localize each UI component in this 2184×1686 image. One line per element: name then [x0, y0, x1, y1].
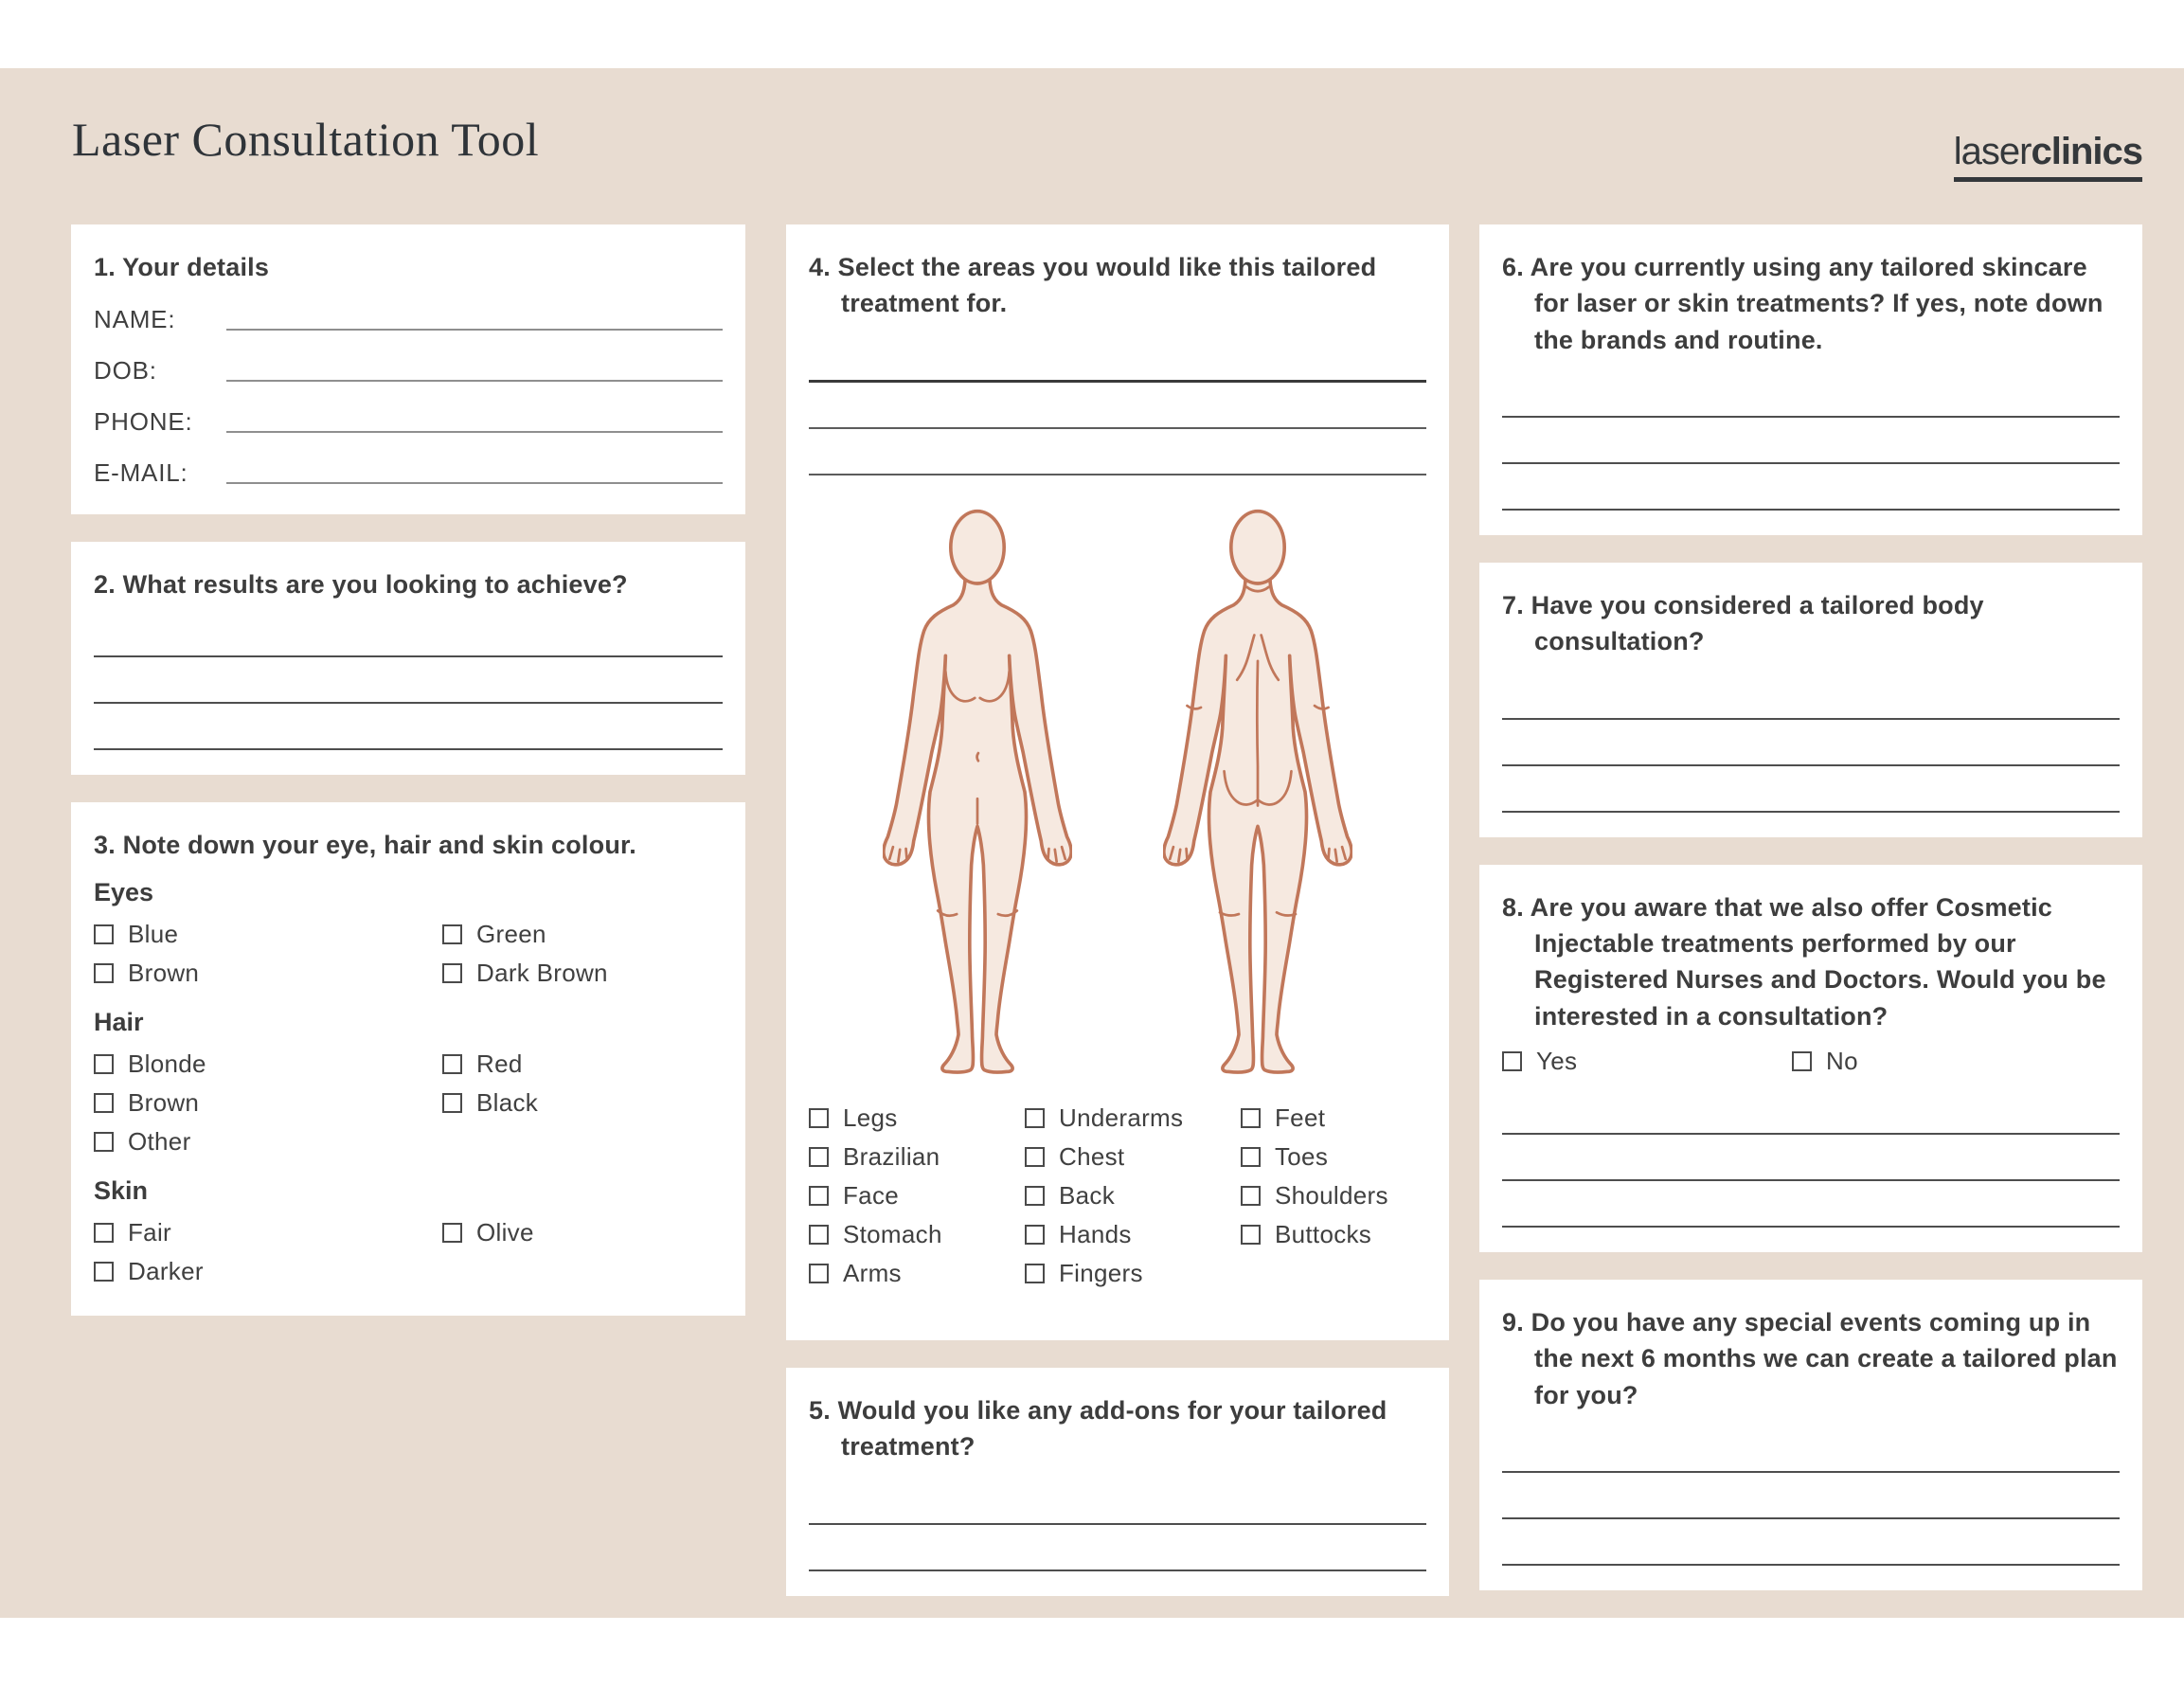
write-line[interactable] [1502, 673, 2120, 720]
write-line[interactable] [1502, 1426, 2120, 1473]
hair-group-label: Hair [94, 1007, 144, 1036]
checkbox[interactable] [1241, 1108, 1261, 1128]
checkbox[interactable] [1241, 1186, 1261, 1206]
write-line[interactable] [94, 611, 723, 657]
eyes-group-label: Eyes [94, 877, 154, 906]
dob-label: DOB: [94, 356, 157, 386]
question-7-title: 7. Have you considered a tailored body consultation? [1502, 590, 1984, 656]
checkbox-label: Underarms [1059, 1103, 1184, 1132]
checkbox[interactable] [442, 1093, 462, 1113]
email-input-line[interactable] [226, 482, 723, 484]
checkbox-label: Brown [128, 958, 200, 987]
question-1-title: 1. Your details [94, 253, 270, 281]
checkbox-label: Brazilian [843, 1141, 940, 1171]
checkbox-option-eyes-dark-brown[interactable] [442, 954, 723, 993]
checkbox-label: No [1826, 1046, 1858, 1075]
question-5-write-area [809, 1479, 1426, 1571]
checkbox-label: Darker [128, 1256, 204, 1285]
checkbox-option-hair-black[interactable] [442, 1084, 723, 1122]
card-treatment-areas [786, 224, 1449, 1340]
checkbox[interactable] [1502, 1051, 1522, 1071]
checkbox-option-fingers[interactable] [1025, 1254, 1241, 1293]
checkbox-label: Yes [1536, 1046, 1578, 1075]
checkbox-option-no[interactable] [1792, 1042, 1858, 1081]
body-diagrams [809, 508, 1426, 1076]
checkbox-option-feet[interactable] [1241, 1099, 1426, 1138]
card-skincare [1479, 224, 2142, 535]
write-line[interactable] [809, 383, 1426, 429]
checkbox[interactable] [94, 963, 114, 983]
field-row-email [94, 439, 723, 490]
column-middle [786, 224, 1449, 1596]
name-label: NAME: [94, 305, 176, 334]
checkbox[interactable] [94, 1054, 114, 1074]
question-8-title: 8. Are you aware that we also offer Cosmetic Injectable treatments performed by our Registered Nurses and Doctors. Would you be interested in a consultation? [1502, 892, 2106, 1031]
checkbox[interactable] [94, 1262, 114, 1282]
checkbox-label: Olive [476, 1217, 534, 1247]
checkbox-option-skin-olive[interactable] [442, 1213, 723, 1252]
field-row-name [94, 285, 723, 336]
column-left [71, 224, 745, 1316]
checkbox-label: Face [843, 1180, 900, 1210]
card-body-consultation [1479, 563, 2142, 837]
checkbox[interactable] [809, 1186, 829, 1206]
question-6-title: 6. Are you currently using any tailored skincare for laser or skin treatments? If yes, note down the brands and routine. [1502, 253, 2103, 354]
hair-options [94, 1045, 723, 1161]
checkbox-label: Shoulders [1275, 1180, 1388, 1210]
write-line[interactable] [809, 335, 1426, 383]
checkbox-option-back[interactable] [1025, 1176, 1241, 1215]
checkbox-option-hair-other[interactable] [94, 1122, 442, 1161]
checkbox[interactable] [1025, 1225, 1045, 1245]
checkbox[interactable] [1025, 1147, 1045, 1167]
page-title: Laser Consultation Tool [72, 113, 540, 166]
checkbox-option-brazilian[interactable] [809, 1138, 1025, 1176]
write-line[interactable] [1502, 1088, 2120, 1135]
checkbox-option-hair-red[interactable] [442, 1045, 723, 1084]
column-right [1479, 224, 2142, 1590]
checkbox[interactable] [94, 924, 114, 944]
field-row-phone [94, 387, 723, 439]
write-line[interactable] [809, 1479, 1426, 1525]
checkbox-option-hands[interactable] [1025, 1215, 1241, 1254]
laserclinics-logo [1954, 133, 2142, 182]
write-line[interactable] [1502, 1181, 2120, 1228]
checkbox-label: Buttocks [1275, 1219, 1372, 1248]
checkbox-option-eyes-green[interactable] [442, 915, 723, 954]
checkbox[interactable] [1241, 1225, 1261, 1245]
question-2-write-area [94, 611, 723, 750]
checkbox-label: Blonde [128, 1049, 206, 1078]
question-5-title: 5. Would you like any add-ons for your tailored treatment? [809, 1396, 1387, 1462]
question-9-write-area [1502, 1426, 2120, 1566]
card-special-events [1479, 1280, 2142, 1590]
checkbox[interactable] [1792, 1051, 1812, 1071]
checkbox-option-legs[interactable] [809, 1099, 1025, 1138]
checkbox[interactable] [94, 1132, 114, 1152]
checkbox-option-underarms[interactable] [1025, 1099, 1241, 1138]
checkbox[interactable] [1025, 1264, 1045, 1283]
checkbox-option-skin-darker[interactable] [94, 1252, 442, 1291]
checkbox[interactable] [809, 1147, 829, 1167]
checkbox-label: Black [476, 1087, 539, 1117]
card-your-details [71, 224, 745, 514]
question-7-write-area [1502, 673, 2120, 813]
checkbox[interactable] [442, 924, 462, 944]
card-results [71, 542, 745, 774]
email-label: E-MAIL: [94, 458, 188, 488]
checkbox[interactable] [1241, 1147, 1261, 1167]
checkbox-label: Feet [1275, 1103, 1326, 1132]
question-4-title: 4. Select the areas you would like this tailored treatment for. [809, 253, 1377, 318]
checkbox-option-yes[interactable] [1502, 1042, 1792, 1081]
checkbox-label: Chest [1059, 1141, 1125, 1171]
checkbox-label: Fingers [1059, 1258, 1143, 1287]
dob-input-line[interactable] [226, 380, 723, 382]
checkbox-label: Back [1059, 1180, 1116, 1210]
write-line[interactable] [94, 657, 723, 704]
card-eye-hair-skin [71, 802, 745, 1316]
checkbox-option-face[interactable] [809, 1176, 1025, 1215]
question-6-write-area [1502, 371, 2120, 511]
checkbox[interactable] [94, 1093, 114, 1113]
checkbox[interactable] [94, 1223, 114, 1243]
checkbox-label: Stomach [843, 1219, 942, 1248]
checkbox-label: Arms [843, 1258, 902, 1287]
checkbox-option-arms[interactable] [809, 1254, 1025, 1293]
checkbox-label: Other [128, 1126, 191, 1156]
skin-options [94, 1213, 723, 1291]
write-line[interactable] [809, 1525, 1426, 1571]
checkbox-option-hair-blonde[interactable] [94, 1045, 442, 1084]
skin-group-label: Skin [94, 1175, 149, 1205]
question-3-title: 3. Note down your eye, hair and skin colour. [94, 830, 636, 859]
write-line[interactable] [1502, 1135, 2120, 1181]
checkbox-option-eyes-brown[interactable] [94, 954, 442, 993]
card-add-ons [786, 1368, 1449, 1596]
write-line[interactable] [1502, 1473, 2120, 1519]
question-8-write-area [1502, 1088, 2120, 1228]
checkbox[interactable] [1025, 1108, 1045, 1128]
name-input-line[interactable] [226, 329, 723, 331]
checkbox-label: Blue [128, 919, 179, 948]
checkbox-label: Dark Brown [476, 958, 608, 987]
female-body-front-icon [883, 508, 1072, 1076]
phone-label: PHONE: [94, 407, 193, 437]
checkbox-option-chest[interactable] [1025, 1138, 1241, 1176]
female-body-back-icon [1163, 508, 1352, 1076]
write-line[interactable] [1502, 464, 2120, 511]
write-line[interactable] [1502, 371, 2120, 418]
checkbox-label: Red [476, 1049, 523, 1078]
card-cosmetic-injectables [1479, 865, 2142, 1252]
checkbox-option-shoulders[interactable] [1241, 1176, 1426, 1215]
write-line[interactable] [94, 704, 723, 750]
checkbox[interactable] [809, 1264, 829, 1283]
checkbox[interactable] [1025, 1186, 1045, 1206]
checkbox-option-hair-brown[interactable] [94, 1084, 442, 1122]
logo-word-laser: laser [1953, 131, 2032, 172]
question-2-title: 2. What results are you looking to achieve? [94, 570, 628, 600]
checkbox-label: Fair [128, 1217, 171, 1247]
checkbox[interactable] [442, 963, 462, 983]
checkbox[interactable] [442, 1223, 462, 1243]
logo-text [1954, 133, 2142, 182]
question-4-write-area [809, 335, 1426, 475]
checkbox[interactable] [442, 1054, 462, 1074]
yes-no-options [1502, 1042, 2120, 1081]
checkbox-label: Hands [1059, 1219, 1132, 1248]
field-row-dob [94, 336, 723, 387]
question-9-title: 9. Do you have any special events coming up in the next 6 months we can create a tailored plan for you? [1502, 1307, 2118, 1409]
checkbox-label: Brown [128, 1087, 200, 1117]
area-checkbox-grid [809, 1099, 1426, 1293]
eyes-options [94, 915, 723, 993]
checkbox-label: Legs [843, 1103, 898, 1132]
checkbox-option-skin-fair[interactable] [94, 1213, 442, 1252]
write-line[interactable] [809, 429, 1426, 475]
phone-input-line[interactable] [226, 431, 723, 433]
checkbox-option-toes[interactable] [1241, 1138, 1426, 1176]
checkbox[interactable] [809, 1225, 829, 1245]
checkbox-option-eyes-blue[interactable] [94, 915, 442, 954]
write-line[interactable] [1502, 766, 2120, 813]
checkbox-option-stomach[interactable] [809, 1215, 1025, 1254]
write-line[interactable] [1502, 720, 2120, 766]
logo-word-clinics: clinics [2031, 131, 2142, 172]
write-line[interactable] [1502, 1519, 2120, 1566]
checkbox-option-buttocks[interactable] [1241, 1215, 1426, 1254]
checkbox-label: Green [476, 919, 546, 948]
checkbox[interactable] [809, 1108, 829, 1128]
checkbox-label: Toes [1275, 1141, 1329, 1171]
write-line[interactable] [1502, 418, 2120, 464]
